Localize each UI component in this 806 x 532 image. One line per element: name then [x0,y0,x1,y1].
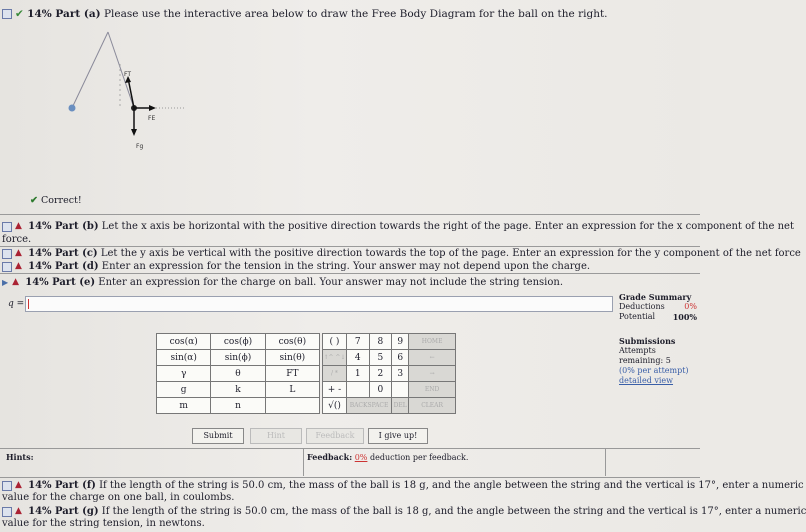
key-left-arrow[interactable]: ← [409,350,456,366]
function-key[interactable]: g [157,382,211,398]
part-g-text: If the length of the string is 50.0 cm, the mass of the ball is 18 g, and the angle between the string and the vertical is 17°, enter a numeric [101,506,806,517]
key-plus-minus[interactable]: + - [323,382,347,398]
numeric-keypad [322,333,456,414]
function-key[interactable] [265,398,319,414]
part-b-line2: force. [2,234,32,245]
electric-label: FE [148,115,156,122]
function-keypad [156,333,320,414]
checkbox-icon [2,481,12,491]
function-key[interactable]: sin(ϕ) [211,350,265,366]
correct-row [30,194,82,207]
submissions-panel [619,336,699,386]
key-right-arrow[interactable]: → [409,366,456,382]
bar-divider [605,448,606,476]
submissions-title: Submissions [619,336,676,346]
key-9[interactable]: 9 [392,334,409,350]
key-paren-open[interactable]: ( ) [323,334,347,350]
function-key[interactable]: cos(α) [157,334,211,350]
part-d-row[interactable] [2,260,590,273]
function-key[interactable]: n [211,398,265,414]
function-key[interactable]: γ [157,366,211,382]
function-key[interactable]: k [211,382,265,398]
deductions-label: Deductions [619,302,665,311]
part-f-line2: value for the charge on one ball, in coulombs. [2,492,235,503]
part-d-prefix: 14% Part (d) [28,261,99,272]
part-a-prefix: 14% Part (a) [27,8,101,20]
checkbox-icon [2,249,12,259]
feedback-row [307,452,468,462]
checkbox-icon [2,9,12,19]
feedback-text: deduction per feedback. [369,453,469,462]
hints-label: Hints: [6,452,34,462]
grade-summary [619,292,699,322]
part-c-row[interactable] [2,247,801,260]
correct-label: Correct! [41,195,82,206]
submit-button[interactable]: Submit [192,428,244,444]
part-a-row [2,8,608,21]
potential-label: Potential [619,312,656,321]
ball-left [69,105,76,112]
function-key[interactable]: L [265,382,319,398]
part-g-line2: value for the string tension, in newtons. [2,518,205,529]
check-icon: ✔ [30,195,38,206]
divider [0,214,700,215]
function-key[interactable]: θ [211,366,265,382]
key-blank-left [346,382,369,398]
gravity-arrowhead [131,129,137,136]
key-7[interactable]: 7 [346,334,369,350]
divider [0,273,700,274]
string-right [108,32,134,108]
key-0[interactable]: 0 [369,382,392,398]
key-6[interactable]: 6 [392,350,409,366]
key-5[interactable]: 5 [369,350,392,366]
attempts-remaining: Attempts remaining: 5 [619,346,671,365]
part-e-prefix: 14% Part (e) [25,277,96,288]
warning-icon: ▲ [12,277,20,287]
part-b-prefix: 14% Part (b) [28,221,99,232]
key-sqrt[interactable]: √() [323,398,347,414]
function-key[interactable]: sin(α) [157,350,211,366]
key-4[interactable]: 4 [346,350,369,366]
part-f-text: If the length of the string is 50.0 cm, the mass of the ball is 18 g, and the angle between the string and the vertical is 17°, enter a numeric [99,480,804,491]
part-e-text: Enter an expression for the charge on ball. Your answer may not include the string tension. [98,277,564,288]
electric-arrowhead [149,105,156,111]
tension-label: FT [124,71,132,78]
feedback-button[interactable]: Feedback [306,428,364,444]
warning-icon: ▲ [15,480,22,490]
answer-label: q = [8,299,25,309]
function-key[interactable]: FT [265,366,319,382]
key-blank-right [392,382,409,398]
function-key[interactable]: sin(θ) [265,350,319,366]
warning-icon: ▲ [15,261,22,271]
play-icon: ▶ [2,278,9,287]
free-body-diagram[interactable] [60,28,200,158]
part-c-text: Let the y axis be vertical with the positive direction towards the top of the page. Enter an expression for the y component of the net force [100,248,801,259]
potential-value: 100% [672,312,697,322]
warning-icon: ▲ [15,506,22,516]
key-divide[interactable]: / * [323,366,347,382]
function-key[interactable]: m [157,398,211,414]
answer-input[interactable] [25,296,613,312]
key-home[interactable]: HOME [409,334,456,350]
part-g-prefix: 14% Part (g) [28,506,99,517]
bar-divider [303,448,304,476]
warning-icon: ▲ [15,248,22,258]
function-key[interactable]: cos(ϕ) [211,334,265,350]
grade-summary-title: Grade Summary [619,292,692,302]
key-2[interactable]: 2 [369,366,392,382]
warning-icon: ▲ [15,221,22,231]
key-del[interactable]: DEL [392,398,409,414]
string-left [72,32,108,108]
key-8[interactable]: 8 [369,334,392,350]
part-d-text: Enter an expression for the tension in the string. Your answer may not depend upon the charge. [101,261,591,272]
check-icon: ✔ [15,8,24,20]
per-attempt: (0% per attempt) [619,366,689,375]
key-backspace[interactable]: BACKSPACE [346,398,391,414]
give-up-button[interactable]: I give up! [368,428,428,444]
part-f-prefix: 14% Part (f) [28,480,96,491]
part-b-text: Let the x axis be horizontal with the positive direction towards the right of the page. Enter an expression for the x component of the net [101,221,794,232]
checkbox-icon [2,262,12,272]
part-e-row[interactable] [2,276,563,289]
checkbox-icon [2,222,12,232]
key-3[interactable]: 3 [392,366,409,382]
key-1[interactable]: 1 [346,366,369,382]
key-superscript[interactable]: ↑^ ^↓ [323,350,347,366]
detailed-view-link[interactable]: detailed view [619,376,674,385]
checkbox-icon [2,507,12,517]
part-b-row[interactable] [2,220,794,233]
part-a-text: Please use the interactive area below to draw the Free Body Diagram for the ball on the right. [103,8,608,20]
hint-button[interactable]: Hint [250,428,302,444]
gravity-label: Fg [136,143,144,150]
text-cursor [28,299,29,309]
key-clear[interactable]: CLEAR [409,398,456,414]
part-c-prefix: 14% Part (c) [28,248,98,259]
feedback-pct: 0% [354,453,368,462]
function-key[interactable]: cos(θ) [265,334,319,350]
deductions-value: 0% [684,302,697,311]
feedback-label: Feedback: [307,452,353,462]
key-end[interactable]: END [409,382,456,398]
